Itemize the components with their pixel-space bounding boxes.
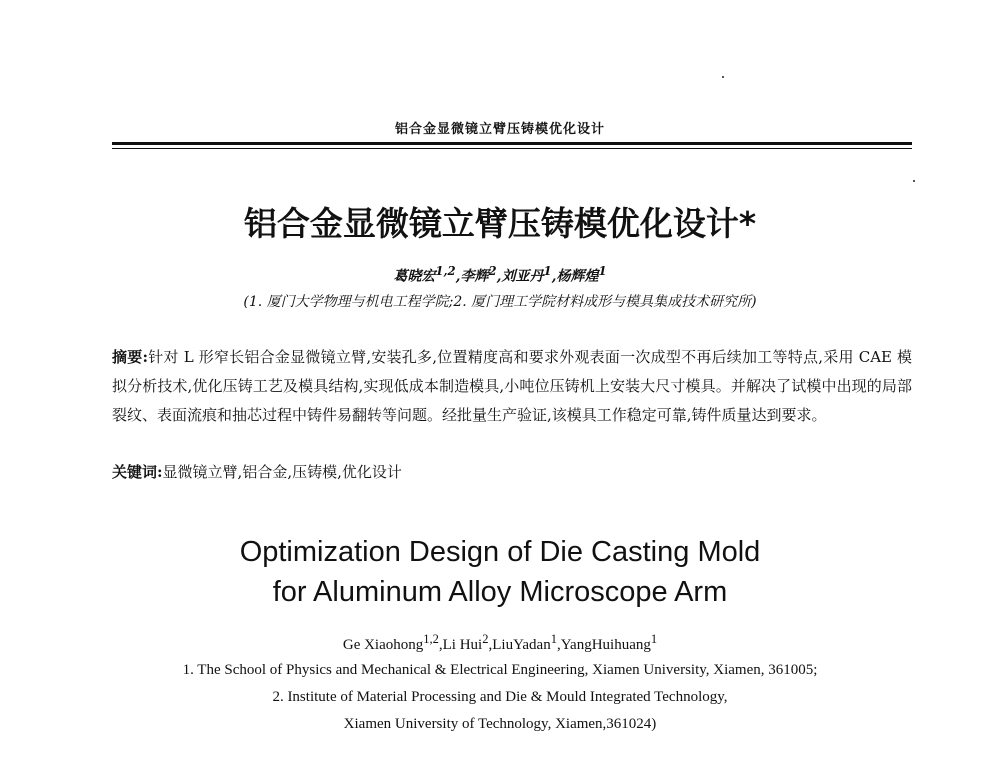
author-affiliation-sup: 2 [482,632,489,646]
scan-speck [722,76,724,78]
keywords-text: 显微镜立臂,铝合金,压铸模,优化设计 [162,463,402,481]
author-name: LiuYadan [492,637,551,653]
author-affiliation-sup: 2 [488,264,497,278]
keywords-label: 关键词: [112,463,163,481]
chinese-keywords [112,458,912,487]
english-title [0,532,1000,612]
author-name: 葛晓宏 [393,268,436,285]
author-name: Ge Xiaohong [342,637,424,653]
author-separator: , [438,637,443,653]
author-affiliation-sup: 1 [650,632,658,646]
author-separator: , [455,268,461,285]
english-affiliation-line: Xiamen University of Technology, Xiamen,361024) [343,716,657,732]
chinese-affiliation: (1. 厦门大学物理与机电工程学院;2. 厦门理工学院材料成形与模具集成技术研究所) [243,294,757,310]
english-affiliation-line: 1. The School of Physics and Mechanical & Electrical Engineering, Xiamen University, Xiamen, 361005; [182,662,818,678]
abstract-label: 摘要: [112,348,149,366]
header-rule-thin [112,148,912,149]
author-name: YangHuihuang [560,637,651,653]
header-rule-thick [112,142,912,145]
author-name: 杨辉煌 [556,268,599,285]
chinese-title: 铝合金显微镜立臂压铸模优化设计* [243,204,757,243]
author-separator: , [551,268,557,285]
english-author-list [0,632,1000,654]
author-affiliation-sup: 1 [598,264,607,278]
author-separator: , [556,637,561,653]
chinese-author-list [0,264,1000,286]
chinese-abstract [112,343,912,430]
abstract-text: 针对 L 形窄长铝合金显微镜立臂,安装孔多,位置精度高和要求外观表面一次成型不再后续加工等特点,采用 CAE 模拟分析技术,优化压铸工艺及模具结构,实现低成本制造模具,小吨位压铸机上安装大尺寸模具。并解决了试模中出现的局部裂纹、表面流痕和抽芯过程中铸件易翻转等问题。经批量生产验证,该模具工作稳定可靠,铸件质量达到要求。 [112,348,912,424]
author-affiliation-sup: 1,2 [423,632,439,646]
scan-speck [913,180,915,182]
author-separator: , [496,268,502,285]
author-name: Li Hui [442,637,483,653]
english-title-line: for Aluminum Alloy Microscope Arm [272,576,728,608]
author-name: 刘亚丹 [501,268,544,285]
author-affiliation-sup: 1 [543,264,552,278]
author-affiliation-sup: 1,2 [435,264,456,278]
author-affiliation-sup: 1 [550,632,557,646]
english-title-line: Optimization Design of Die Casting Mold [239,536,761,568]
english-affiliation-line: 2. Institute of Material Processing and Die & Mould Integrated Technology, [272,689,728,705]
author-separator: , [488,637,493,653]
author-name: 李辉 [460,268,489,285]
running-header: 铝合金显微镜立臂压铸模优化设计 [394,122,605,137]
